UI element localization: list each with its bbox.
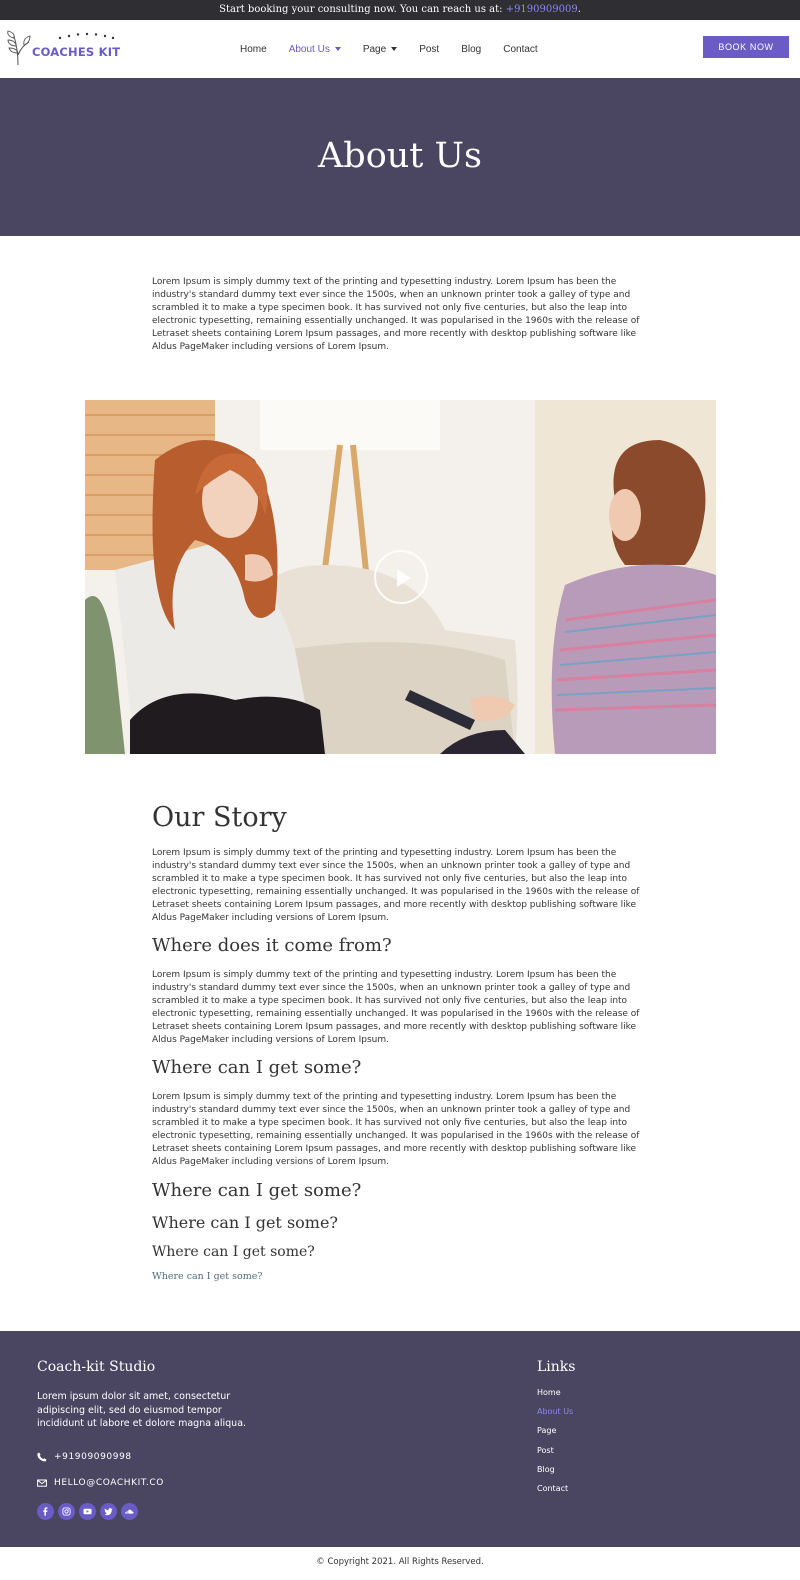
where-from-heading: Where does it come from?: [152, 935, 392, 956]
footer-link-blog[interactable]: Blog: [537, 1464, 555, 1474]
where-get-heading-h5: Where can I get some?: [152, 1244, 315, 1260]
nav-contact-label: Contact: [503, 43, 538, 55]
facebook-icon[interactable]: [37, 1503, 54, 1520]
logo-leaf-icon: [6, 30, 32, 66]
footer-link-home[interactable]: Home: [537, 1388, 561, 1397]
nav-post[interactable]: [419, 44, 439, 55]
nav-home-label: Home: [240, 43, 267, 55]
footer-links: [537, 1388, 573, 1503]
youtube-icon[interactable]: [79, 1503, 96, 1520]
social-links: [37, 1503, 142, 1520]
email-icon: [37, 1478, 47, 1488]
page-hero: [0, 78, 800, 236]
nav-contact[interactable]: [503, 44, 537, 55]
nav-page[interactable]: [363, 44, 397, 55]
nav-blog[interactable]: [461, 44, 481, 55]
footer-studio-title: Coach-kit Studio: [37, 1359, 156, 1375]
chevron-down-icon: [335, 47, 341, 51]
copyright-text: © Copyright 2021. All Rights Reserved.: [0, 1547, 800, 1580]
announcement-text: Start booking your consulting now. You can reach us at:: [219, 4, 506, 15]
instagram-icon[interactable]: [58, 1503, 75, 1520]
announcement-suffix: .: [577, 4, 581, 15]
footer-link-about-us[interactable]: About Us: [537, 1407, 574, 1417]
footer-link-contact[interactable]: Contact: [537, 1483, 569, 1493]
where-get-heading-h4: Where can I get some?: [152, 1213, 339, 1232]
where-get-heading-h3: Where can I get some?: [152, 1180, 362, 1201]
nav-blog-label: Blog: [461, 43, 482, 55]
nav-about-us-label: About Us: [288, 43, 330, 55]
nav-home[interactable]: [240, 44, 267, 55]
footer-email[interactable]: [37, 1478, 164, 1488]
book-now-button[interactable]: BOOK NOW: [703, 36, 789, 58]
nav-page-label: Page: [362, 43, 387, 55]
intro-paragraph: Lorem Ipsum is simply dummy text of the printing and typesetting industry. Lorem Ipsum has been the industry's standard dummy text ever since the 1500s, when an unknown printer took a galley of type and scrambled it to make a type specimen book. It has survived not only five centuries, but also the leap into electronic typesetting, remaining essentially unchanged. It was popularised in the 1960s with the release of Letraset sheets containing Lorem Ipsum passages, and more recently with desktop publishing software like Aldus PageMaker including versions of Lorem Ipsum.: [152, 277, 640, 352]
logo-text: COACHES KIT: [32, 45, 121, 59]
our-story-heading: Our Story: [152, 802, 287, 833]
logo-stars-icon: [56, 32, 116, 40]
announcement-phone-link[interactable]: +9190909009: [505, 4, 578, 15]
chevron-down-icon: [391, 47, 397, 51]
footer-about-text: Lorem ipsum dolor sit amet, consectetur adipiscing elit, sed do eiusmod tempor incididunt ut labore et dolore magna aliqua.: [37, 1391, 247, 1429]
footer-links-title: Links: [537, 1359, 576, 1375]
page-title: About Us: [318, 136, 482, 176]
footer-phone[interactable]: [37, 1452, 132, 1462]
main-nav: [240, 20, 560, 78]
site-footer: [0, 1331, 800, 1547]
story-paragraph-2: Lorem Ipsum is simply dummy text of the printing and typesetting industry. Lorem Ipsum has been the industry's standard dummy text ever since the 1500s, when an unknown printer took a galley of type and scrambled it to make a type specimen book. It has survived not only five centuries, but also the leap into electronic typesetting, remaining essentially unchanged. It was popularised in the 1960s with the release of Letraset sheets containing Lorem Ipsum passages, and more recently with desktop publishing software like Aldus PageMaker including versions of Lorem Ipsum.: [152, 970, 640, 1045]
footer-phone-text: +91909090998: [54, 1452, 132, 1462]
footer-email-text: HELLO@COACHKIT.CO: [54, 1478, 164, 1488]
phone-icon: [37, 1452, 47, 1462]
where-get-heading-1: Where can I get some?: [152, 1057, 362, 1078]
play-icon[interactable]: [374, 550, 428, 604]
footer-link-page[interactable]: Page: [537, 1426, 557, 1436]
soundcloud-icon[interactable]: [121, 1503, 138, 1520]
footer-link-post[interactable]: Post: [537, 1445, 554, 1455]
nav-about-us[interactable]: [289, 44, 341, 55]
story-paragraph-3: Lorem Ipsum is simply dummy text of the printing and typesetting industry. Lorem Ipsum has been the industry's standard dummy text ever since the 1500s, when an unknown printer took a galley of type and scrambled it to make a type specimen book. It has survived not only five centuries, but also the leap into electronic typesetting, remaining essentially unchanged. It was popularised in the 1960s with the release of Letraset sheets containing Lorem Ipsum passages, and more recently with desktop publishing software like Aldus PageMaker including versions of Lorem Ipsum.: [152, 1092, 640, 1167]
site-header: [0, 20, 800, 78]
site-logo[interactable]: [6, 30, 121, 68]
story-paragraph-1: Lorem Ipsum is simply dummy text of the printing and typesetting industry. Lorem Ipsum has been the industry's standard dummy text ever since the 1500s, when an unknown printer took a galley of type and scrambled it to make a type specimen book. It has survived not only five centuries, but also the leap into electronic typesetting, remaining essentially unchanged. It was popularised in the 1960s with the release of Letraset sheets containing Lorem Ipsum passages, and more recently with desktop publishing software like Aldus PageMaker including versions of Lorem Ipsum.: [152, 848, 640, 923]
where-get-heading-h6: Where can I get some?: [152, 1271, 263, 1282]
announcement-bar: [0, 0, 800, 20]
video-player[interactable]: [85, 400, 716, 754]
nav-post-label: Post: [419, 43, 440, 55]
twitter-icon[interactable]: [100, 1503, 117, 1520]
